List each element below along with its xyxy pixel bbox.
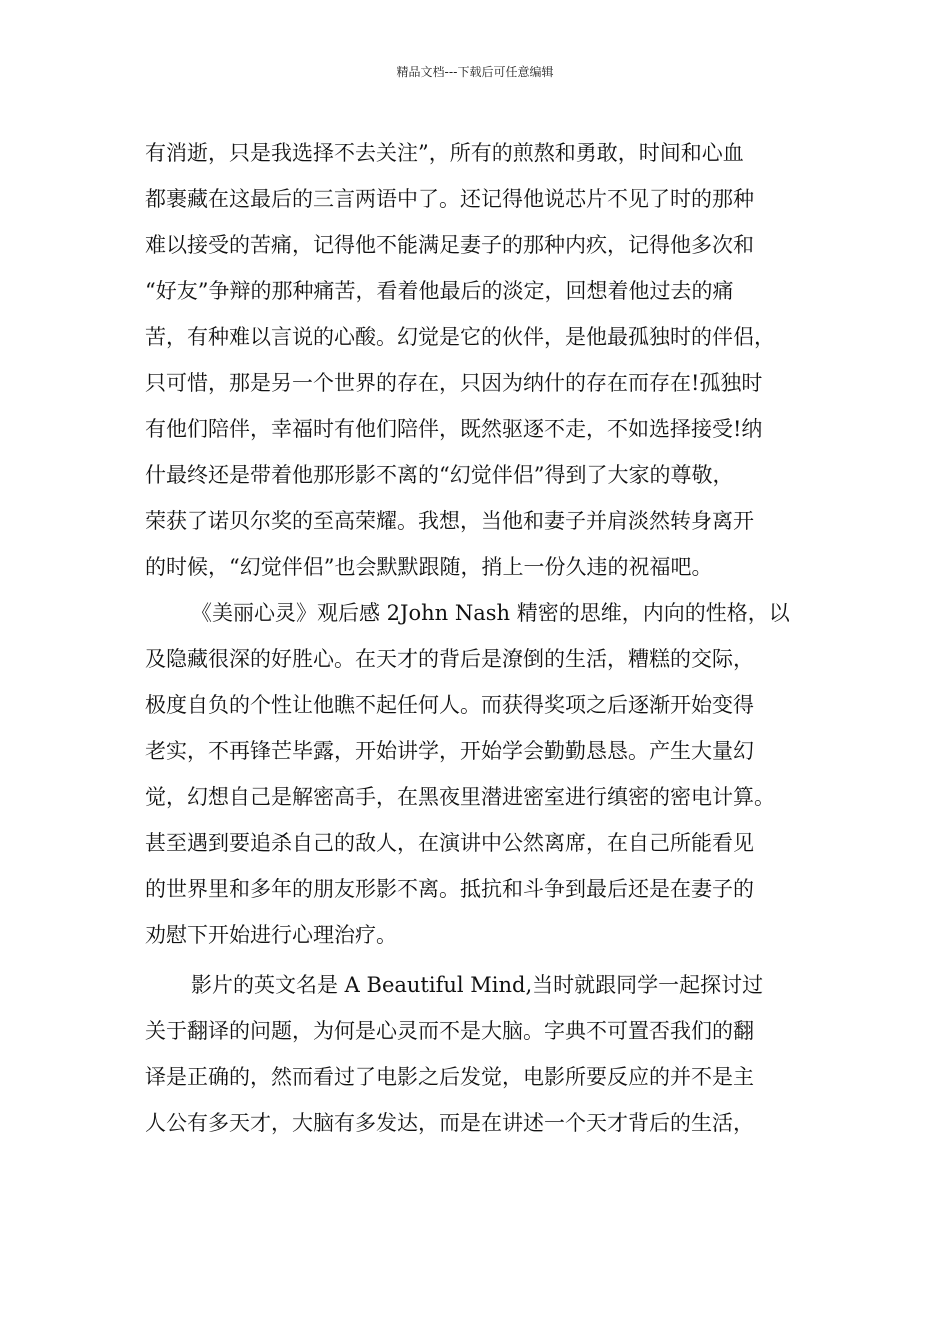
text-line: 只可惜，那是另一个世界的存在，只因为纳什的存在而存在!孤独时: [145, 371, 763, 395]
text-line: 及隐藏很深的好胜心。在天才的背后是潦倒的生活，糟糕的交际，: [145, 647, 754, 671]
paragraph-1: [145, 130, 815, 590]
text-line: 都裹藏在这最后的三言两语中了。还记得他说芯片不见了时的那种: [145, 187, 754, 211]
text-line: 什最终还是带着他那形影不离的“幻觉伴侣”得到了大家的尊敬，: [145, 463, 734, 487]
text-line: 影片的英文名是 A Beautiful Mind,当时就跟同学一起探讨过: [191, 973, 764, 997]
text-line: 极度自负的个性让他瞧不起任何人。而获得奖项之后逐渐开始变得: [145, 693, 754, 717]
document-body: [145, 130, 815, 1146]
text-line: 劝慰下开始进行心理治疗。: [145, 923, 397, 947]
page-header: 精品文档---下载后可任意编辑: [396, 65, 554, 79]
text-line: 的世界里和多年的朋友形影不离。抵抗和斗争到最后还是在妻子的: [145, 877, 754, 901]
text-line: 觉，幻想自己是解密高手，在黑夜里潜进密室进行缜密的密电计算。: [145, 785, 775, 809]
text-line: 人公有多天才，大脑有多发达，而是在讲述一个天才背后的生活，: [145, 1111, 754, 1135]
text-line: 《美丽心灵》观后感 2John Nash 精密的思维，内向的性格，以: [191, 601, 790, 625]
text-line: 关于翻译的问题，为何是心灵而不是大脑。字典不可置否我们的翻: [145, 1019, 754, 1043]
text-line: 老实，不再锋芒毕露，开始讲学，开始学会勤勤恳恳。产生大量幻: [145, 739, 754, 763]
text-line: 苦，有种难以言说的心酸。幻觉是它的伙伴，是他最孤独时的伴侣，: [145, 325, 775, 349]
text-line: 有他们陪伴，幸福时有他们陪伴，既然驱逐不走，不如选择接受!纳: [145, 417, 763, 441]
text-line: 的时候，“幻觉伴侣”也会默默跟随，捎上一份久违的祝福吧。: [145, 555, 713, 579]
text-line: “好友”争辩的那种痛苦，看着他最后的淡定，回想着他过去的痛: [145, 279, 734, 303]
text-line: 有消逝，只是我选择不去关注”，所有的煎熬和勇敢，时间和心血: [145, 141, 744, 165]
text-line: 甚至遇到要追杀自己的敌人，在演讲中公然离席，在自己所能看见: [145, 831, 754, 855]
text-line: 难以接受的苦痛，记得他不能满足妻子的那种内疚，记得他多次和: [145, 233, 754, 257]
text-line: 译是正确的，然而看过了电影之后发觉，电影所要反应的并不是主: [145, 1065, 754, 1089]
paragraph-3: [145, 962, 815, 1146]
paragraph-2: [145, 590, 815, 958]
text-line: 荣获了诺贝尔奖的至高荣耀。我想，当他和妻子并肩淡然转身离开: [145, 509, 754, 533]
